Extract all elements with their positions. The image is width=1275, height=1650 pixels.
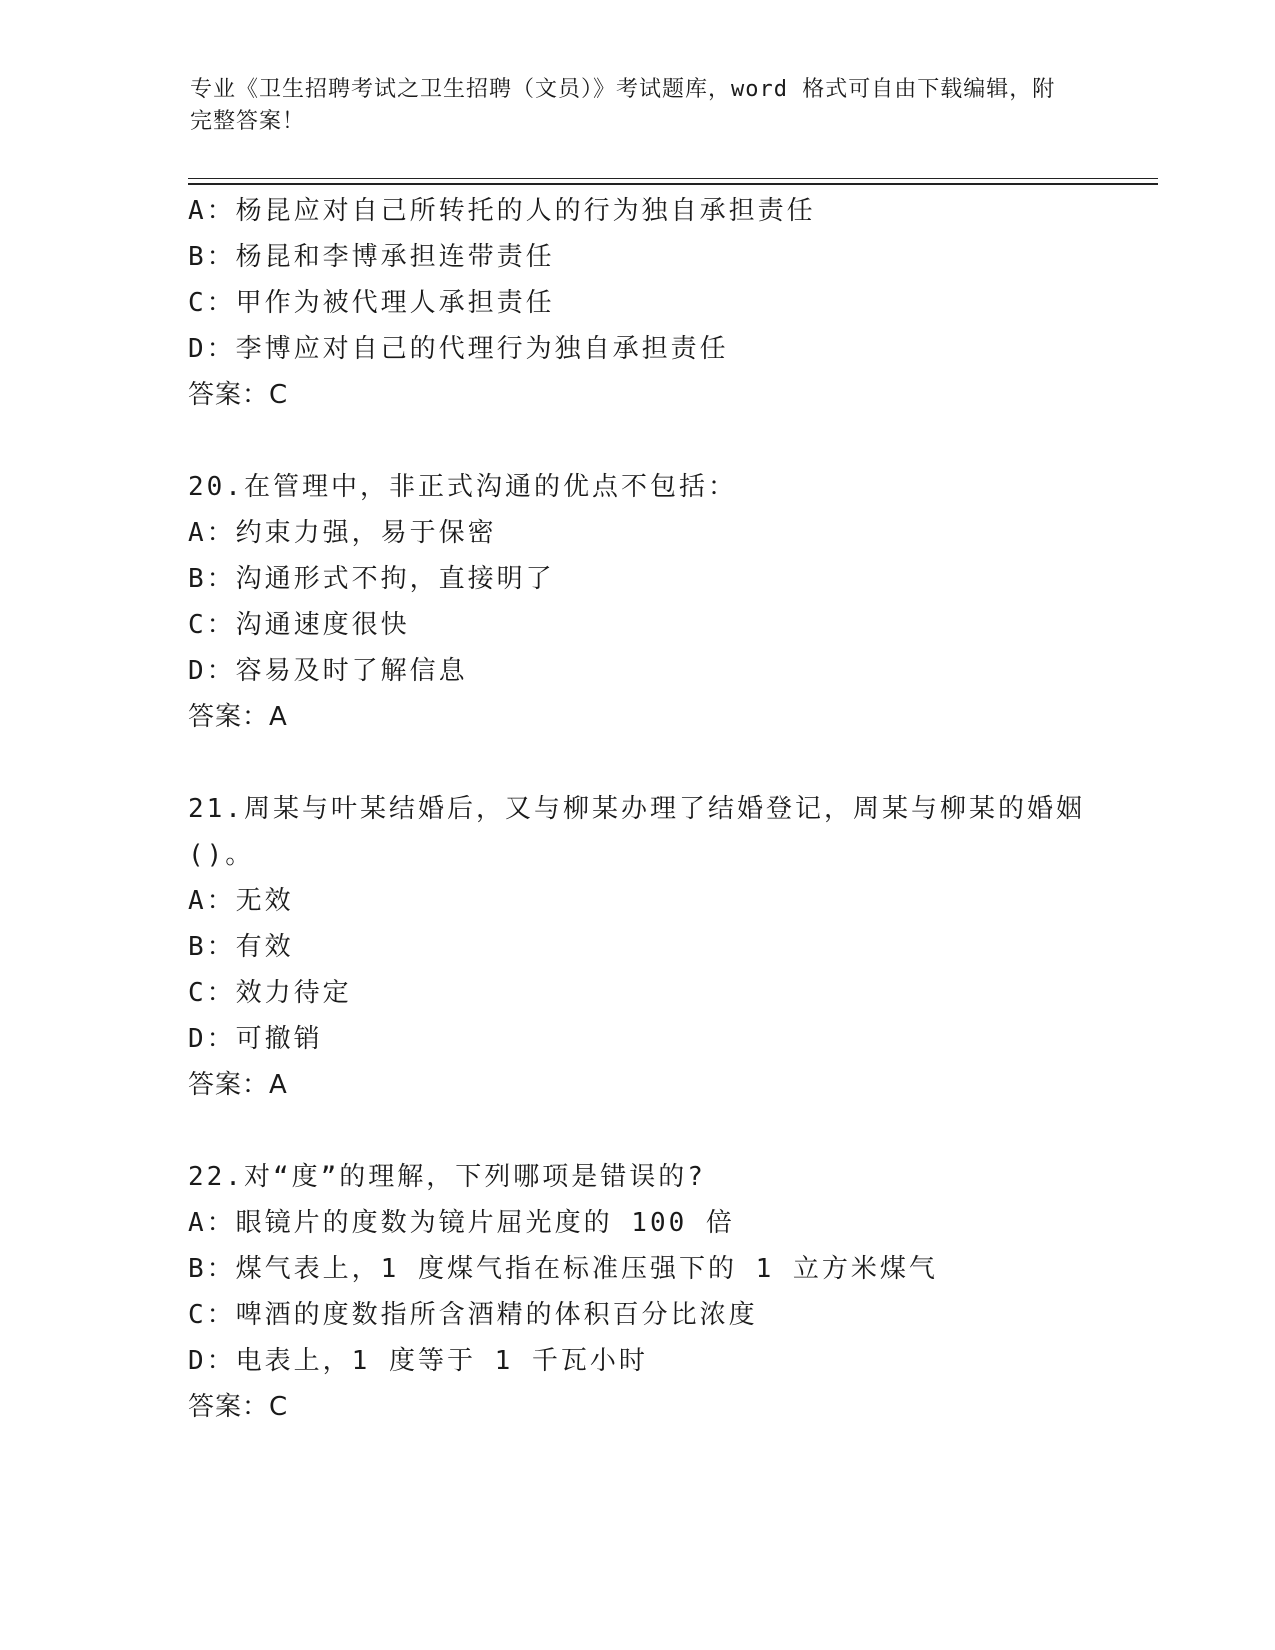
option-d: D：容易及时了解信息: [188, 656, 468, 686]
question-block-20: [188, 464, 1088, 740]
option-a: A：杨昆应对自己所转托的人的行为独自承担责任: [188, 196, 816, 226]
question-stem: 21.周某与叶某结婚后，又与柳某办理了结婚登记，周某与柳某的婚姻: [188, 794, 1085, 824]
option-c: C：甲作为被代理人承担责任: [188, 288, 555, 318]
option-d: D：李博应对自己的代理行为独自承担责任: [188, 334, 729, 364]
answer-line: 答案：A: [188, 702, 288, 732]
question-block-21: [188, 786, 1088, 1108]
option-b: B：沟通形式不拘，直接明了: [188, 564, 555, 594]
option-d: D：可撤销: [188, 1024, 323, 1054]
option-c: C：效力待定: [188, 978, 352, 1008]
question-list: [188, 188, 1088, 1430]
option-c: C：沟通速度很快: [188, 610, 410, 640]
option-a: A：眼镜片的度数为镜片屈光度的 100 倍: [188, 1208, 735, 1238]
answer-line: 答案：A: [188, 1070, 288, 1100]
document-header: 专业《卫生招聘考试之卫生招聘（文员）》考试题库，word 格式可自由下载编辑，附完整答案！: [190, 77, 1056, 134]
answer-line: 答案：C: [188, 1392, 289, 1422]
option-b: B：煤气表上，1 度煤气指在标准压强下的 1 立方米煤气: [188, 1254, 938, 1284]
header-divider-thin: [188, 178, 1158, 179]
option-c: C：啤酒的度数指所含酒精的体积百分比浓度: [188, 1300, 758, 1330]
question-stem-continued: ()。: [188, 840, 255, 870]
option-b: B：有效: [188, 932, 294, 962]
answer-line: 答案：C: [188, 380, 289, 410]
option-d: D：电表上，1 度等于 1 千瓦小时: [188, 1346, 648, 1376]
header-divider-thick: [188, 183, 1158, 185]
question-stem: 22.对“度”的理解，下列哪项是错误的?: [188, 1162, 706, 1192]
question-block-19: [188, 188, 1088, 418]
question-stem: 20.在管理中，非正式沟通的优点不包括：: [188, 472, 737, 502]
option-b: B：杨昆和李博承担连带责任: [188, 242, 555, 272]
option-a: A：无效: [188, 886, 294, 916]
question-block-22: [188, 1154, 1088, 1430]
option-a: A：约束力强，易于保密: [188, 518, 497, 548]
